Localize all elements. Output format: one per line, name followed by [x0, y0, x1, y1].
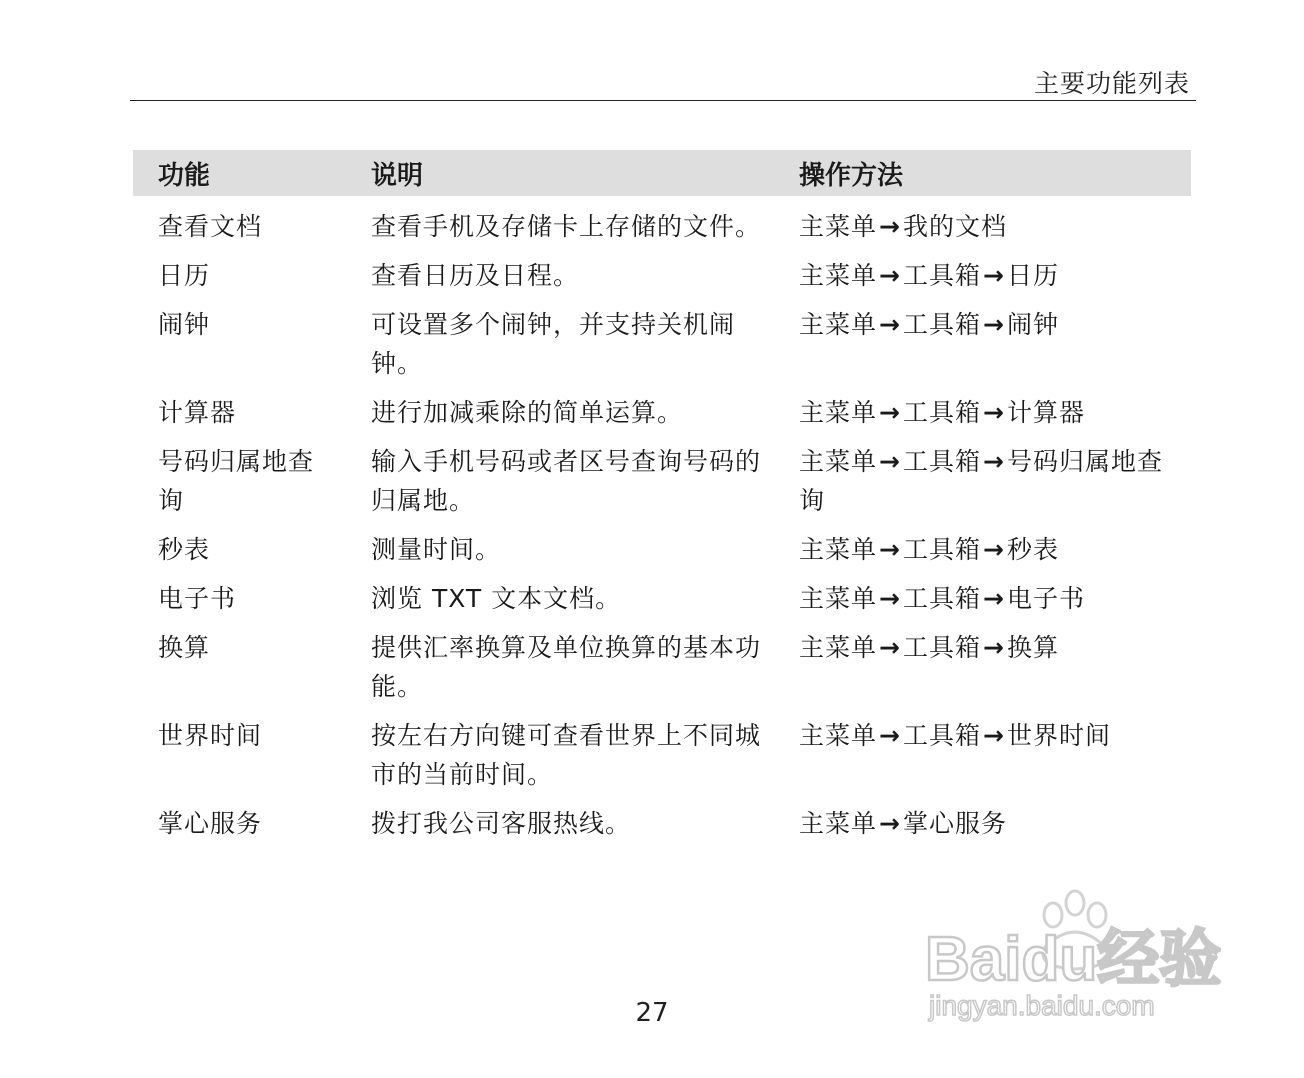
right-arrow-icon: →: [879, 535, 901, 564]
menu-path-step: 工具箱: [902, 447, 981, 476]
description-cell: 测量时间。: [371, 535, 502, 564]
column-header-method: 操作方法: [774, 150, 1191, 196]
menu-path-step: 主菜单: [799, 447, 878, 476]
menu-path-step: 世界时间: [1006, 721, 1111, 750]
method-cell: [774, 530, 1191, 579]
right-arrow-icon: →: [879, 212, 901, 241]
menu-path-step: 工具箱: [902, 535, 981, 564]
right-arrow-icon: →: [982, 633, 1005, 662]
description-cell: 按左右方向键可查看世界上不同城市的当前时间。: [371, 721, 762, 789]
function-cell: 秒表: [158, 535, 211, 564]
table-row: [133, 442, 1191, 530]
function-table: [133, 150, 1191, 853]
method-cell: [774, 579, 1191, 628]
menu-path-step: 工具箱: [902, 721, 981, 750]
menu-path-step: 换算: [1006, 633, 1059, 662]
page-header-title: 主要功能列表: [1033, 69, 1190, 98]
table-row: [133, 628, 1191, 716]
menu-path-step: 主菜单: [799, 584, 878, 613]
menu-path-step: 我的文档: [902, 212, 1007, 241]
right-arrow-icon: →: [879, 261, 901, 290]
menu-path-step: 日历: [1006, 261, 1059, 290]
description-cell: 进行加减乘除的简单运算。: [371, 398, 684, 427]
table-row: [133, 530, 1191, 579]
table-row: [133, 393, 1191, 442]
method-cell: [774, 305, 1191, 393]
description-cell: 拨打我公司客服热线。: [371, 809, 632, 838]
right-arrow-icon: →: [879, 809, 901, 838]
menu-path-step: 主菜单: [799, 535, 878, 564]
menu-path-step: 工具箱: [902, 633, 981, 662]
column-header-description: 说明: [346, 150, 774, 196]
right-arrow-icon: →: [982, 398, 1005, 427]
menu-path-step: 号码归属地查询: [799, 447, 1163, 515]
table-row: [133, 579, 1191, 628]
menu-path-step: 工具箱: [902, 398, 981, 427]
page-number: 27: [635, 998, 669, 1028]
menu-path-step: 主菜单: [799, 310, 878, 339]
right-arrow-icon: →: [879, 398, 901, 427]
menu-path-step: 主菜单: [799, 809, 878, 838]
menu-path-step: 电子书: [1006, 584, 1085, 613]
menu-path-step: 主菜单: [799, 721, 878, 750]
method-cell: [774, 256, 1191, 305]
table-row: [133, 196, 1191, 256]
right-arrow-icon: →: [982, 535, 1005, 564]
function-cell: 计算器: [158, 398, 237, 427]
menu-path-step: 工具箱: [902, 584, 981, 613]
menu-path-step: 主菜单: [799, 212, 878, 241]
right-arrow-icon: →: [982, 721, 1005, 750]
method-cell: [774, 393, 1191, 442]
method-cell: [774, 196, 1191, 256]
menu-path-step: 工具箱: [902, 310, 981, 339]
table-header-row: [133, 150, 1191, 196]
table-row: [133, 716, 1191, 804]
column-header-function: 功能: [133, 150, 346, 196]
right-arrow-icon: →: [879, 721, 901, 750]
baidu-jingyan-watermark: [925, 885, 1225, 1025]
description-cell: 输入手机号码或者区号查询号码的归属地。: [371, 447, 762, 515]
menu-path-step: 计算器: [1006, 398, 1085, 427]
menu-path-step: 秒表: [1006, 535, 1059, 564]
menu-path-step: 工具箱: [902, 261, 981, 290]
description-cell: 提供汇率换算及单位换算的基本功能。: [371, 633, 762, 701]
function-cell: 电子书: [158, 584, 237, 613]
method-cell: [774, 804, 1191, 853]
right-arrow-icon: →: [879, 310, 901, 339]
function-cell: 日历: [158, 261, 211, 290]
function-cell: 查看文档: [158, 212, 263, 241]
right-arrow-icon: →: [879, 584, 901, 613]
watermark-brand: Baidu经验: [925, 925, 1222, 994]
header-rule: [130, 100, 1196, 101]
menu-path-step: 掌心服务: [902, 809, 1007, 838]
menu-path-step: 闹钟: [1006, 310, 1059, 339]
table-body: [133, 196, 1191, 853]
description-cell: 可设置多个闹钟，并支持关机闹钟。: [371, 310, 736, 378]
right-arrow-icon: →: [879, 633, 901, 662]
right-arrow-icon: →: [982, 261, 1005, 290]
watermark-url: jingyan.baidu.com: [929, 990, 1155, 1021]
method-cell: [774, 716, 1191, 804]
table-row: [133, 305, 1191, 393]
function-cell: 号码归属地查询: [158, 447, 315, 515]
menu-path-step: 主菜单: [799, 398, 878, 427]
description-cell: 查看日历及日程。: [371, 261, 580, 290]
function-cell: 世界时间: [158, 721, 263, 750]
description-cell: 浏览 TXT 文本文档。: [371, 584, 622, 613]
method-cell: [774, 442, 1191, 530]
function-cell: 闹钟: [158, 310, 211, 339]
table-row: [133, 804, 1191, 853]
right-arrow-icon: →: [982, 310, 1005, 339]
menu-path-step: 主菜单: [799, 261, 878, 290]
right-arrow-icon: →: [982, 447, 1005, 476]
right-arrow-icon: →: [879, 447, 901, 476]
method-cell: [774, 628, 1191, 716]
function-cell: 换算: [158, 633, 211, 662]
right-arrow-icon: →: [982, 584, 1005, 613]
menu-path-step: 主菜单: [799, 633, 878, 662]
function-cell: 掌心服务: [158, 809, 263, 838]
description-cell: 查看手机及存储卡上存储的文件。: [371, 212, 762, 241]
table-row: [133, 256, 1191, 305]
